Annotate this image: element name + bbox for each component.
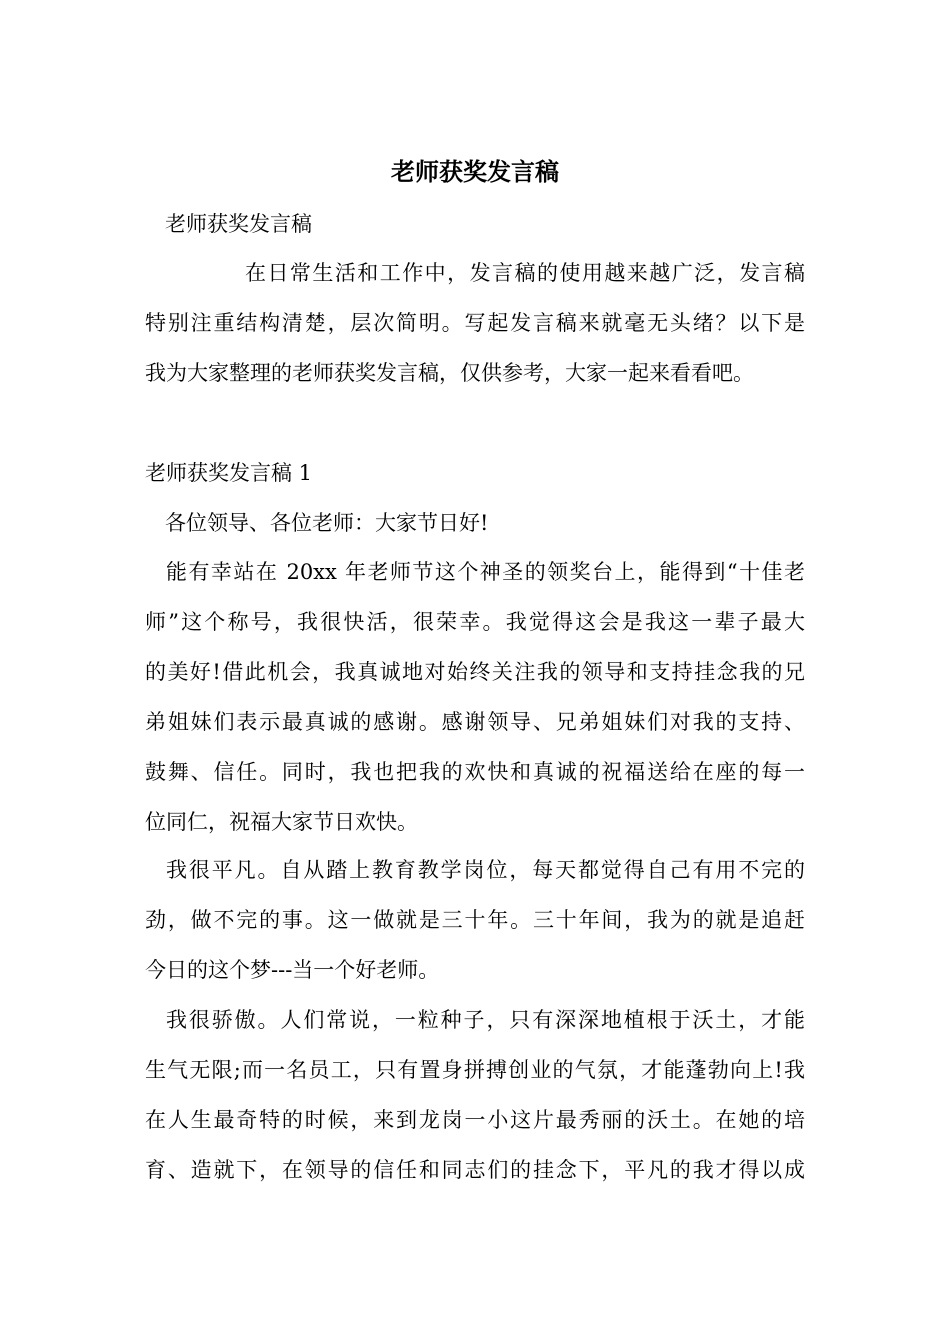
- text-line: 在人生最奇特的时候，来到龙岗一小这片最秀丽的沃土。在她的培: [145, 1108, 805, 1132]
- section-heading: 老师获奖发言稿 1: [145, 461, 313, 485]
- paragraph-2: [145, 845, 805, 995]
- text-line: 今日的这个梦---当一个好老师。: [145, 958, 440, 982]
- paragraph-1: [145, 547, 805, 847]
- text-line: 的美好!借此机会，我真诚地对始终关注我的领导和支持挂念我的兄: [145, 660, 805, 684]
- document-title: 老师获奖发言稿: [391, 158, 559, 186]
- text-line: 生气无限;而一名员工，只有置身拼搏创业的气氛，才能蓬勃向上!我: [145, 1058, 805, 1082]
- text-line: 弟姐妹们表示最真诚的感谢。感谢领导、兄弟姐妹们对我的支持、: [145, 710, 805, 734]
- greeting: 各位领导、各位老师：大家节日好!: [165, 511, 489, 535]
- paragraph-3: [145, 995, 805, 1195]
- text-line: 位同仁，祝福大家节日欢快。: [145, 810, 418, 834]
- text-line: 育、造就下，在领导的信任和同志们的挂念下，平凡的我才得以成: [145, 1158, 805, 1182]
- intro-paragraph: [145, 248, 805, 398]
- document-subtitle: 老师获奖发言稿: [165, 212, 312, 236]
- text-line: 能有幸站在 20xx 年老师节这个神圣的领奖台上，能得到“十佳老: [166, 560, 805, 584]
- text-line: 师”这个称号，我很快活，很荣幸。我觉得这会是我这一辈子最大: [145, 610, 805, 634]
- text-line: 鼓舞、信任。同时，我也把我的欢快和真诚的祝福送给在座的每一: [145, 760, 805, 784]
- text-line: 劲，做不完的事。这一做就是三十年。三十年间，我为的就是追赶: [145, 908, 805, 932]
- text-line: 特别注重结构清楚，层次简明。写起发言稿来就毫无头绪？以下是: [145, 311, 805, 335]
- text-line: 我很骄傲。人们常说，一粒种子，只有深深地植根于沃土，才能: [166, 1008, 805, 1032]
- text-line: 在日常生活和工作中，发言稿的使用越来越广泛，发言稿: [245, 261, 805, 285]
- text-line: 我很平凡。自从踏上教育教学岗位，每天都觉得自己有用不完的: [166, 858, 805, 882]
- text-line: 我为大家整理的老师获奖发言稿，仅供参考，大家一起来看看吧。: [145, 361, 754, 385]
